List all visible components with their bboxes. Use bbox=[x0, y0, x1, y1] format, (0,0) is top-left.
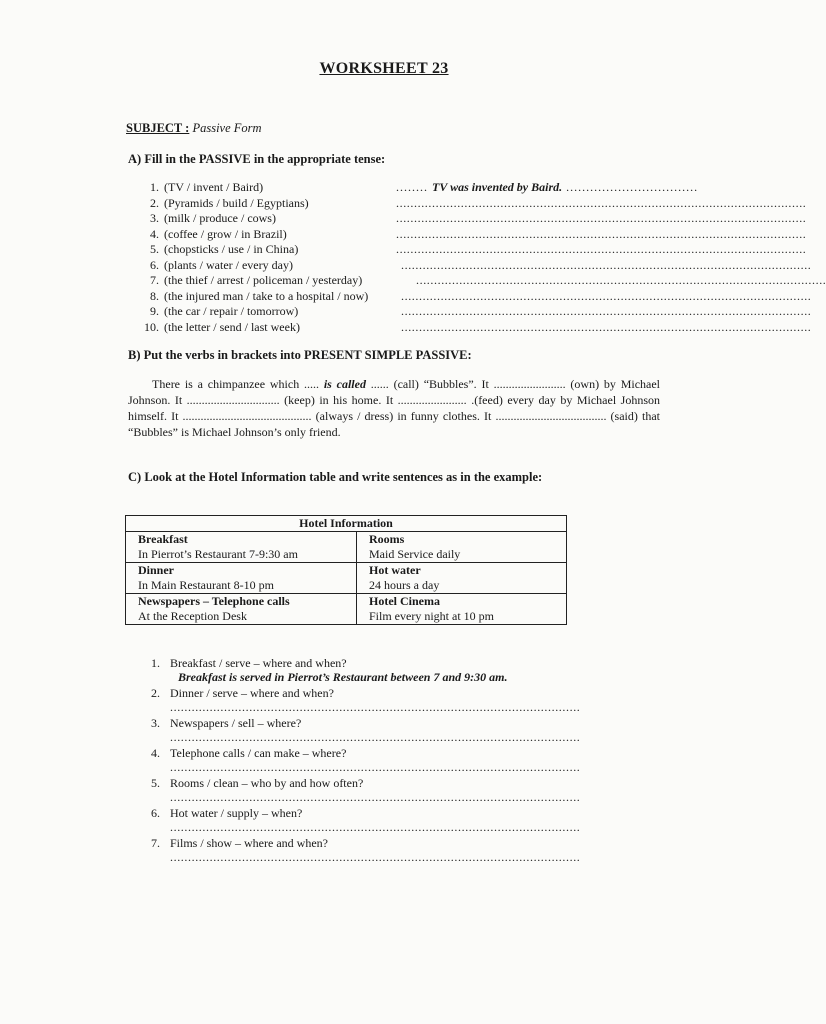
item-prompt: (milk / produce / cows) bbox=[164, 211, 276, 225]
cell-heading: Breakfast bbox=[138, 532, 188, 546]
item-prompt: (the car / repair / tomorrow) bbox=[164, 304, 299, 318]
item-number: 4. bbox=[150, 226, 159, 241]
section-c-item bbox=[140, 655, 665, 685]
answer-line[interactable] bbox=[396, 227, 658, 243]
item-number: 2. bbox=[151, 686, 160, 700]
table-row bbox=[126, 594, 567, 625]
answer-line[interactable] bbox=[416, 273, 658, 289]
section-c-item bbox=[140, 715, 665, 745]
section-b-heading: B) Put the verbs in brackets into PRESENT SIMPLE PASSIVE: bbox=[128, 348, 472, 362]
table-cell bbox=[357, 563, 567, 594]
item-number: 3. bbox=[150, 211, 159, 225]
item-prompt: (the injured man / take to a hospital / now) bbox=[164, 288, 369, 303]
table-cell bbox=[357, 594, 567, 625]
item-prompt: (plants / water / every day) bbox=[164, 257, 293, 272]
example-answer: Breakfast is served in Pierrot’s Restaurant between 7 and 9:30 am. bbox=[178, 670, 508, 684]
table-cell bbox=[357, 532, 567, 563]
answer-line[interactable] bbox=[401, 320, 658, 336]
item-number: 6. bbox=[150, 257, 159, 272]
answer-line[interactable]: ........ TV was invented by Baird. ................................. bbox=[396, 180, 699, 194]
section-a-item bbox=[126, 304, 666, 320]
item-number: 9. bbox=[150, 304, 159, 318]
section-a-item bbox=[126, 258, 666, 274]
cell-heading: Hot water bbox=[369, 563, 421, 577]
item-number: 1. bbox=[150, 180, 159, 194]
table-row bbox=[126, 563, 567, 594]
answer-line[interactable] bbox=[170, 819, 665, 835]
item-question: Films / show – where and when? bbox=[170, 836, 328, 850]
cell-text: In Main Restaurant 8-10 pm bbox=[138, 578, 274, 592]
section-a-item bbox=[126, 273, 666, 289]
item-number: 10. bbox=[144, 319, 159, 334]
section-a-item bbox=[126, 180, 699, 196]
section-a-item bbox=[126, 227, 666, 243]
section-a-list bbox=[126, 180, 699, 335]
answer-line[interactable] bbox=[401, 289, 658, 305]
table-title: Hotel Information bbox=[126, 516, 567, 532]
item-question: Telephone calls / can make – where? bbox=[170, 746, 347, 760]
item-number: 2. bbox=[150, 195, 159, 210]
section-c-item bbox=[140, 685, 665, 715]
answer-line[interactable] bbox=[401, 258, 658, 274]
cell-heading: Rooms bbox=[369, 532, 405, 546]
item-question: Hot water / supply – when? bbox=[170, 806, 303, 820]
item-number: 4. bbox=[151, 746, 160, 760]
answer-line[interactable] bbox=[396, 196, 658, 212]
section-c-item bbox=[140, 775, 665, 805]
section-a-item bbox=[126, 242, 666, 258]
answer-line[interactable] bbox=[170, 699, 665, 715]
subject-line bbox=[126, 121, 262, 136]
cell-heading: Dinner bbox=[138, 563, 174, 577]
item-number: 7. bbox=[150, 273, 159, 287]
section-c-heading: C) Look at the Hotel Information table and write sentences as in the example: bbox=[128, 470, 543, 484]
section-a-item bbox=[126, 320, 666, 336]
item-prompt: (Pyramids / build / Egyptians) bbox=[164, 195, 309, 210]
answer-line[interactable] bbox=[396, 242, 658, 258]
table-cell bbox=[126, 563, 357, 594]
table-cell bbox=[126, 532, 357, 563]
section-a-heading: A) Fill in the PASSIVE in the appropriate tense: bbox=[128, 152, 386, 166]
cell-text: Maid Service daily bbox=[369, 547, 461, 561]
section-a-item bbox=[126, 196, 666, 212]
answer-line[interactable] bbox=[170, 789, 665, 805]
item-question: Newspapers / sell – where? bbox=[170, 716, 302, 730]
item-question: Dinner / serve – where and when? bbox=[170, 686, 334, 700]
cell-text: In Pierrot’s Restaurant 7-9:30 am bbox=[138, 547, 298, 561]
item-prompt: (the thief / arrest / policeman / yesterday) bbox=[164, 273, 363, 287]
item-number: 5. bbox=[150, 242, 159, 256]
subject-label: SUBJECT : bbox=[126, 121, 190, 135]
item-number: 8. bbox=[150, 288, 159, 303]
paragraph-text: There is a chimpanzee which ..... bbox=[152, 377, 319, 391]
item-number: 5. bbox=[151, 776, 160, 790]
cell-heading: Newspapers – Telephone calls bbox=[138, 594, 290, 608]
section-c-item bbox=[140, 805, 665, 835]
section-c-item bbox=[140, 835, 665, 865]
answer-line[interactable] bbox=[170, 759, 665, 775]
cell-text: 24 hours a day bbox=[369, 578, 440, 592]
table-cell bbox=[126, 594, 357, 625]
answer-line[interactable] bbox=[396, 211, 658, 227]
item-prompt: (chopsticks / use / in China) bbox=[164, 242, 299, 256]
section-c-list bbox=[140, 655, 665, 865]
answer-line[interactable] bbox=[170, 849, 665, 865]
example-answer: is called bbox=[323, 377, 366, 391]
section-b-paragraph bbox=[128, 376, 660, 440]
item-prompt: (the letter / send / last week) bbox=[164, 319, 300, 334]
paragraph-text: ...... (call) “Bubbles”. It ........................ (own) by Michael Johnson. It ............................... (keep) in his home. It ....................... .(feed) every day by Michael Johnson himself. It ........................................... (always / dress) in funny clothes. It ..................................... (said) that “Bubbles” is Michael Johnson’s only friend. bbox=[128, 377, 661, 439]
section-c-item bbox=[140, 745, 665, 775]
answer-line[interactable] bbox=[401, 304, 658, 320]
answer-line[interactable] bbox=[170, 729, 665, 745]
item-number: 1. bbox=[151, 656, 160, 670]
hotel-information-table bbox=[125, 515, 567, 625]
table-row bbox=[126, 532, 567, 563]
cell-text: At the Reception Desk bbox=[138, 609, 247, 623]
item-prompt: (coffee / grow / in Brazil) bbox=[164, 226, 287, 241]
item-number: 3. bbox=[151, 716, 160, 730]
item-question: Rooms / clean – who by and how often? bbox=[170, 776, 364, 790]
cell-heading: Hotel Cinema bbox=[369, 594, 440, 608]
subject-value: Passive Form bbox=[192, 121, 262, 135]
item-number: 6. bbox=[151, 806, 160, 820]
item-prompt: (TV / invent / Baird) bbox=[164, 180, 264, 194]
item-number: 7. bbox=[151, 836, 160, 850]
item-question: Breakfast / serve – where and when? bbox=[170, 656, 347, 670]
worksheet-title: WORKSHEET 23 bbox=[319, 60, 449, 77]
section-a-item bbox=[126, 211, 666, 227]
section-a-item bbox=[126, 289, 666, 305]
example-answer: TV was invented by Baird. bbox=[432, 180, 563, 194]
cell-text: Film every night at 10 pm bbox=[369, 609, 494, 623]
